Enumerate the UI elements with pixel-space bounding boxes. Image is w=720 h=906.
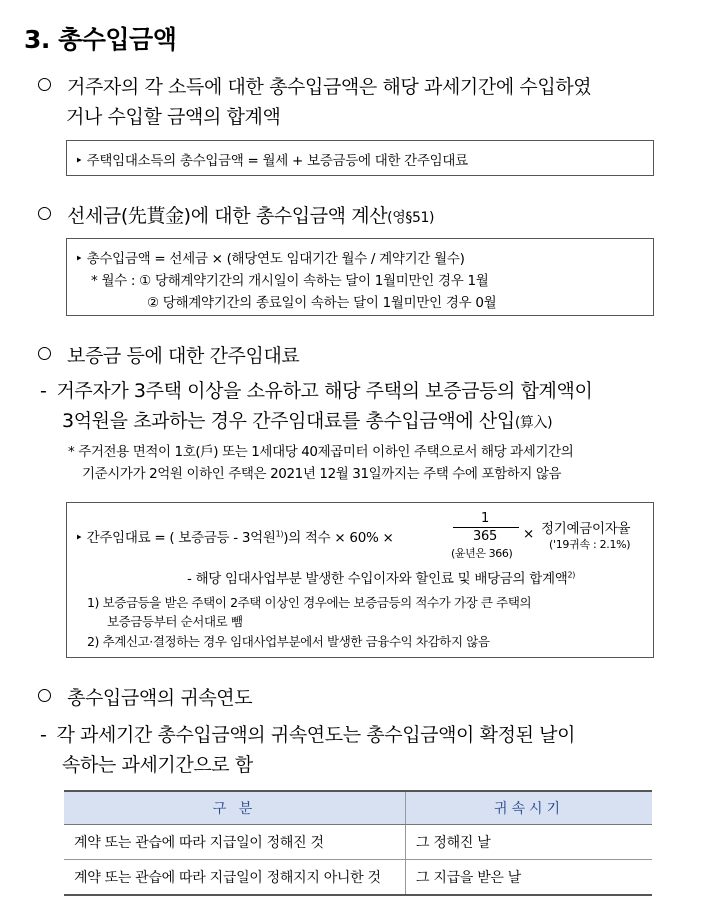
fraction-note: (윤년은 366) [451,547,513,560]
formula-line2: - 해당 임대사업부분 발생한 수입이자와 할인료 및 배당금의 합계액$^{2)}$ [187,570,576,587]
circle-bullet-icon [38,207,51,220]
section3-note-line1: * 주거전용 면적이 1호(戶) 또는 1세대당 40제곱미터 이하인 주택으로서 해당 과세기간의 [68,444,574,460]
table-row [64,825,652,860]
section1-box [66,140,654,176]
section1-line1: 거주자의 각 소득에 대한 총수입금액은 해당 과세기간에 수입하였 [38,72,591,99]
times-sign: × [523,526,535,542]
fraction-denominator: 365 [473,529,497,544]
section3-dash-line1: - 거주자가 3주택 이상을 소유하고 해당 주택의 보증금등의 합계액이 [40,380,593,402]
dash-bullet-icon: - [40,724,47,746]
table-header-row [64,791,652,825]
formula-box [66,502,654,658]
footnote1-line1: 1) 보증금등을 받은 주택이 2주택 이상인 경우에는 보증금등의 적수가 가장 큰 주택의 [87,595,532,610]
circle-bullet-icon [38,78,51,91]
footnote2: 2) 추계신고·결정하는 경우 임대사업부분에서 발생한 금융수익 차감하지 않음 [87,634,490,649]
formula-text: ‣ 간주임대료 = ( 보증금등 - 3억원$^{1)}$)의 적수 × 60% × [75,529,394,546]
section2-box-line3: ② 당해계약기간의 종료일이 속하는 달이 1월미만인 경우 0월 [147,295,497,311]
table-cell: 그 정해진 날 [406,825,653,860]
section2-box-line2: * 월수 : ① 당해계약기간의 개시일이 속하는 달이 1월미만인 경우 1월 [91,273,489,289]
table-cell: 그 지급을 받은 날 [406,860,653,896]
section2-heading: 선세금(先貰金)에 대한 총수입금액 계산(영§51) [38,201,434,228]
deposit-rate-note: ('19귀속 : 2.1%) [549,538,631,551]
table-cell: 계약 또는 관습에 따라 지급일이 정해진 것 [64,825,406,860]
table-header-timing: 귀속시기 [406,791,653,825]
table-cell: 계약 또는 관습에 따라 지급일이 정해지지 아니한 것 [64,860,406,896]
table-row [64,860,652,896]
section2-box [66,238,654,316]
deposit-rate-label: 정기예금이자율 [541,521,631,537]
table-header-category: 구 분 [64,791,406,825]
section2-ref: (영§51) [387,210,435,226]
circle-bullet-icon [38,347,51,360]
section1-line2: 거나 수입할 금액의 합계액 [66,106,281,128]
section1-box-text: ‣ 주택임대소득의 총수입금액 = 월세 + 보증금등에 대한 간주임대료 [75,153,468,169]
attribution-table [64,790,652,896]
footnote1-line2: 보증금등부터 순서대로 뺌 [107,614,243,629]
section4-dash-line2: 속하는 과세기간으로 함 [62,754,253,776]
section3-heading: 보증금 등에 대한 간주임대료 [38,341,299,368]
fraction-bar [453,527,519,528]
section2-box-line1: ‣ 총수입금액 = 선세금 × (해당연도 임대기간 월수 / 계약기간 월수) [75,251,465,267]
fraction-numerator: 1 [481,511,489,526]
section3-dash-line2: 3억원을 초과하는 경우 간주임대료를 총수입금액에 산입(算入) [62,410,553,432]
section3-note-line2: 기준시가가 2억원 이하인 주택은 2021년 12월 31일까지는 주택 수에 포함하지 않음 [82,466,562,482]
section4-heading: 총수입금액의 귀속연도 [38,683,252,710]
circle-bullet-icon [38,689,51,702]
dash-bullet-icon: - [40,380,47,402]
section4-dash-line1: - 각 과세기간 총수입금액의 귀속연도는 총수입금액이 확정된 날이 [40,724,576,746]
page-title: 3. 총수입금액 [24,25,177,54]
